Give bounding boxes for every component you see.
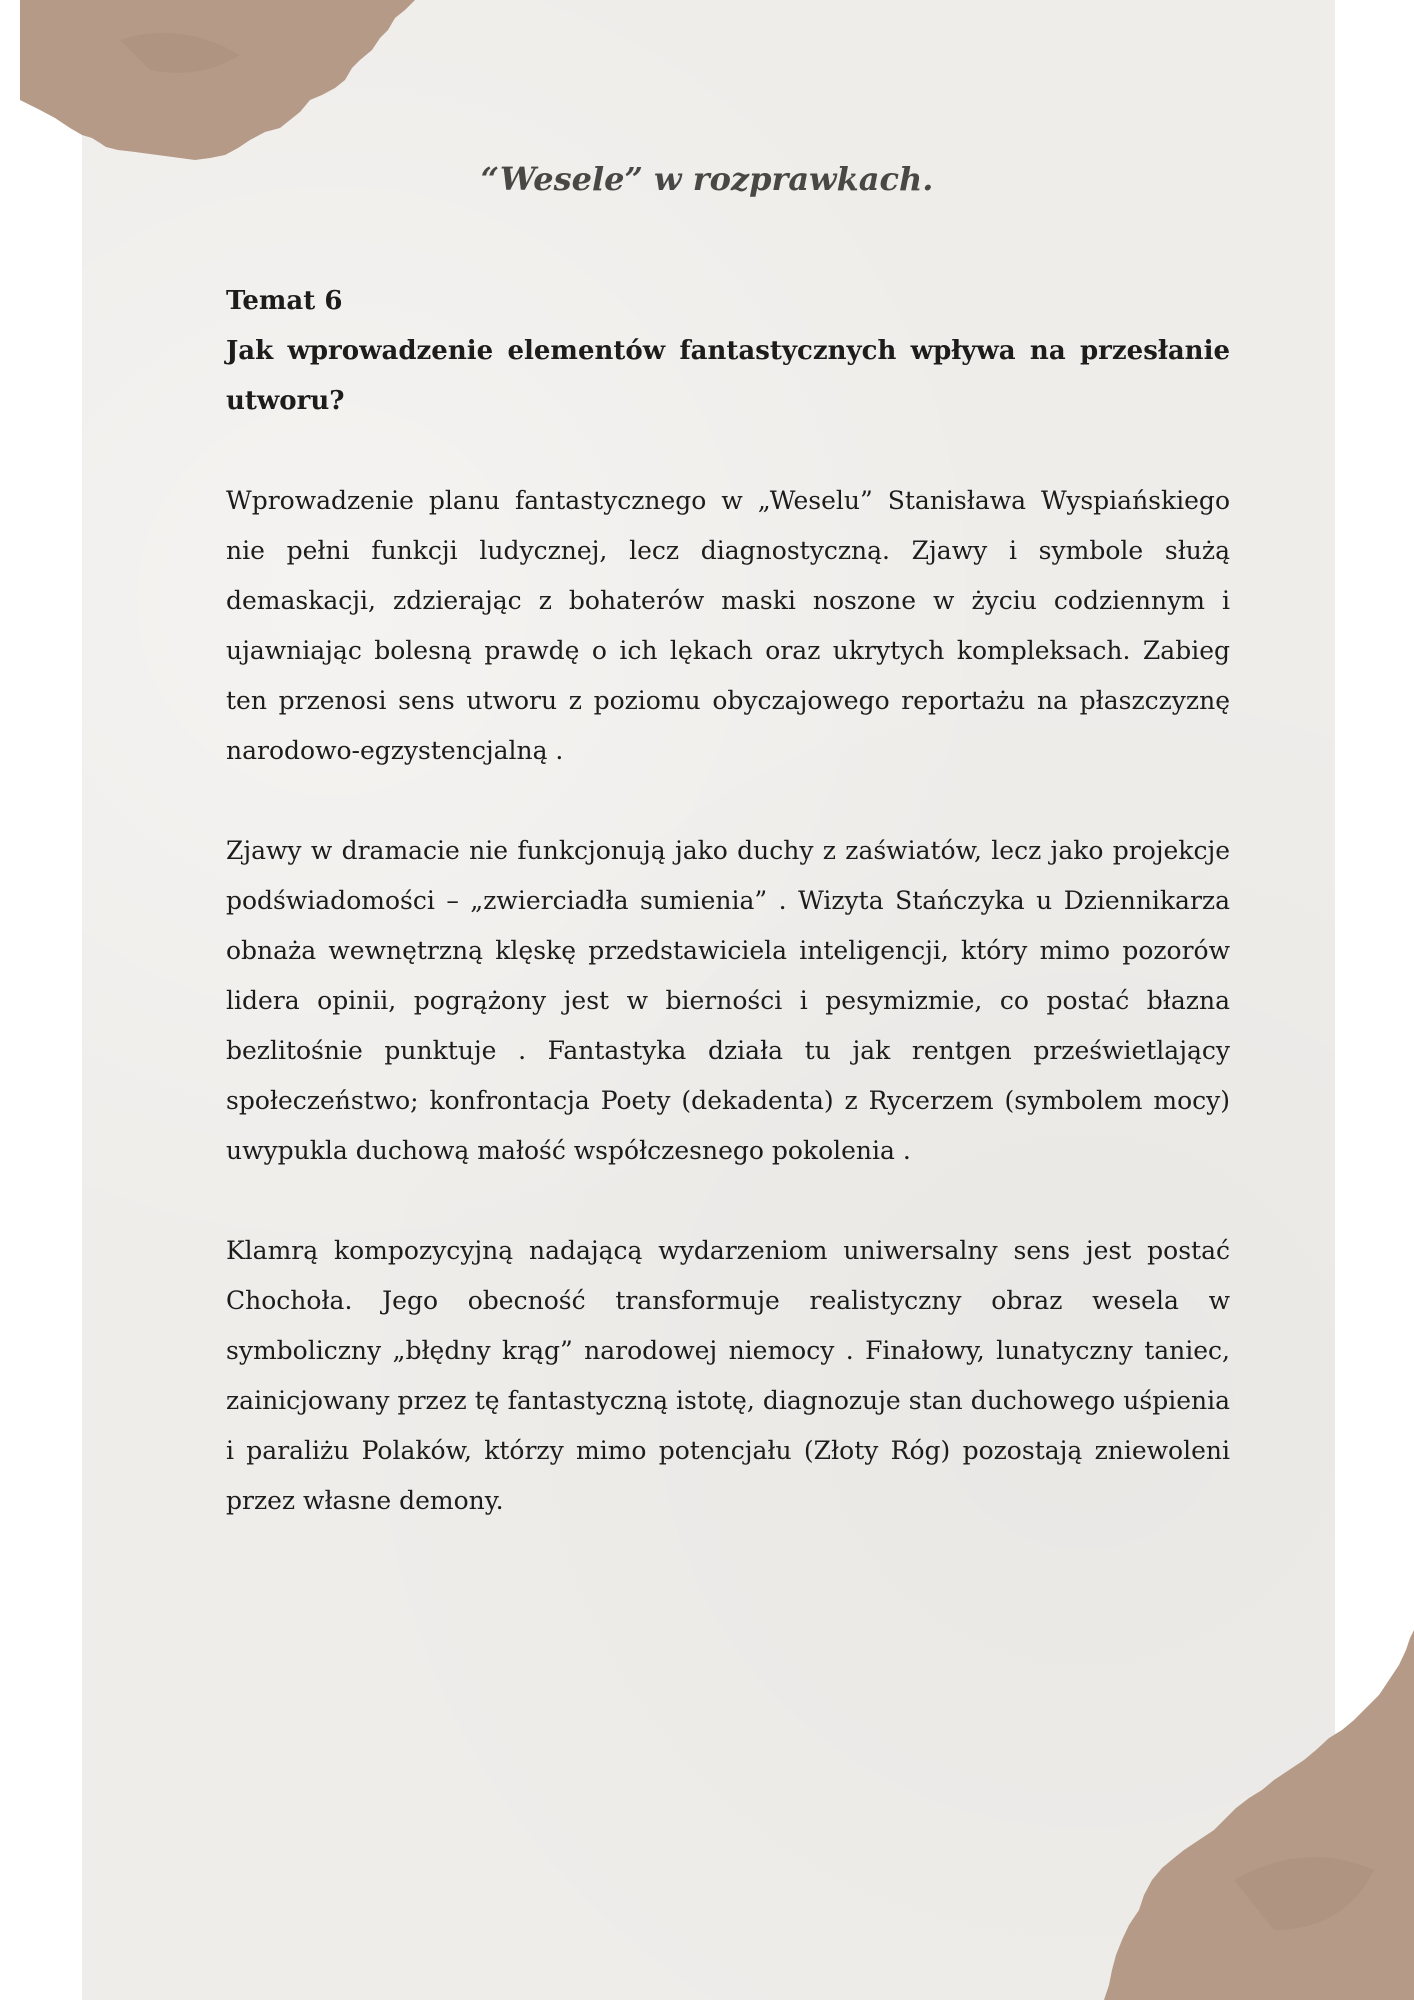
paragraph-1: Wprowadzenie planu fantastycznego w „Weselu” Stanisława Wyspiańskiego nie pełni funkcji ludycznej, lecz diagnostyczną. Zjawy i symbole służą demaskacji, zdzierając z bohaterów maski noszone w życiu codziennym i ujawniając bolesną prawdę o ich lękach oraz ukrytych kompleksach. Zabieg ten przenosi sens utworu z poziomu obyczajowego reportażu na płaszczyznę narodowo-egzystencjalną . (226, 486, 1230, 765)
topic-question: Jak wprowadzenie elementów fantastycznych wpływa na przesłanie utworu? (226, 336, 1230, 416)
paragraph-2: Zjawy w dramacie nie funkcjonują jako duchy z zaświatów, lecz jako projekcje podświadomości – „zwierciadła sumienia” . Wizyta Stańczyka u Dziennikarza obnaża wewnętrzną klęskę przedstawiciela inteligencji, który mimo pozorów lidera opinii, pogrążony jest w bierności i pesymizmie, co postać błazna bezlitośnie punktuje . Fantastyka działa tu jak rentgen prześwietlający społeczeństwo; konfrontacja Poety (dekadenta) z Rycerzem (symbolem mocy) uwypukla duchową małość współczesnego pokolenia . (226, 836, 1230, 1165)
torn-paper-bottom-right (1084, 1630, 1414, 2000)
topic-label: Temat 6 (226, 286, 343, 316)
essay-content (226, 276, 1230, 1576)
torn-paper-top-left (0, 0, 430, 165)
paragraph-3: Klamrą kompozycyjną nadającą wydarzeniom uniwersalny sens jest postać Chochoła. Jego obecność transformuje realistyczny obraz wesela w symboliczny „błędny krąg” narodowej niemocy . Finałowy, lunatyczny taniec, zainicjowany przez tę fantastyczną istotę, diagnozuje stan duchowego uśpienia i paraliżu Polaków, którzy mimo potencjału (Złoty Róg) pozostają zniewoleni przez własne demony. (226, 1236, 1230, 1515)
document-title: “Wesele” w rozprawkach. (480, 160, 934, 198)
